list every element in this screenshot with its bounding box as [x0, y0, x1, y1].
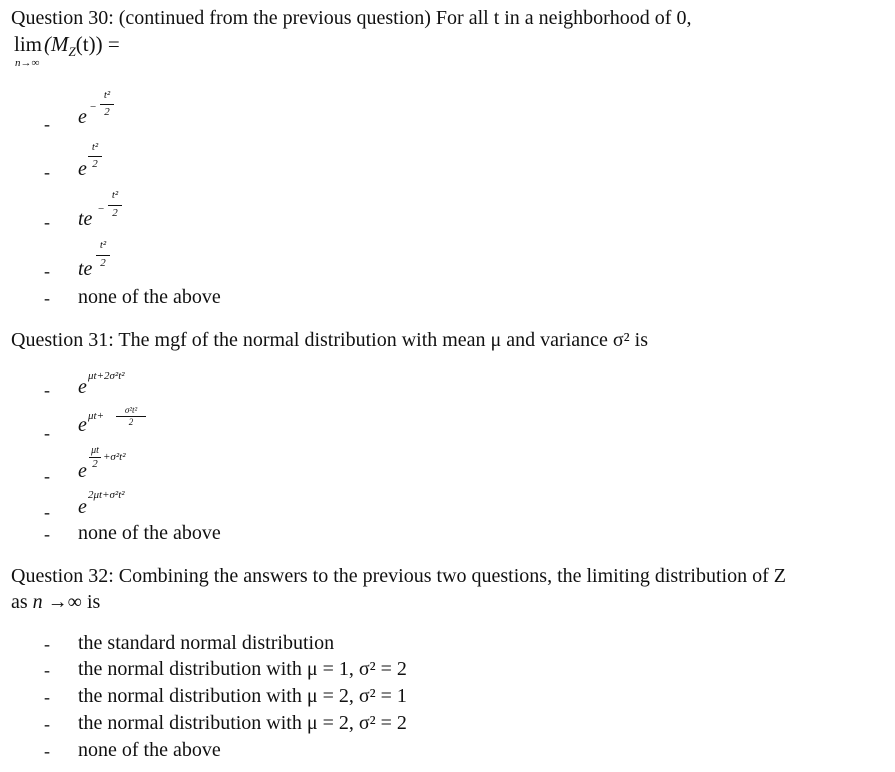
q31-option-4[interactable] — [78, 488, 198, 518]
q32-n: n — [32, 591, 43, 613]
q32-option-3[interactable]: the normal distribution with μ = 2, σ² = 1 — [78, 685, 407, 707]
q31-option-2[interactable] — [78, 404, 198, 438]
option-base: e — [78, 460, 87, 482]
exp-numerator: t² — [111, 189, 119, 201]
bullet-dash: - — [44, 261, 50, 281]
bullet-dash: - — [44, 380, 50, 400]
lim-word: lim — [14, 32, 43, 56]
option-base: te — [78, 258, 93, 280]
option-base: e — [78, 496, 87, 518]
q32-option-1[interactable]: the standard normal distribution — [78, 632, 335, 654]
lim-arg: (t)) = — [75, 32, 120, 56]
bullet-dash: - — [44, 687, 50, 707]
bullet-dash: - — [44, 502, 50, 522]
fraction-bar — [100, 104, 114, 105]
bullet-dash: - — [44, 212, 50, 232]
q32-option-4[interactable]: the normal distribution with μ = 2, σ² = 2 — [78, 712, 407, 734]
neg-sign: − — [98, 203, 105, 215]
lim-subscript: n→∞ — [15, 57, 40, 69]
q32-as: as — [11, 591, 33, 613]
q30-option-4[interactable] — [78, 236, 158, 280]
q32-is: is — [81, 591, 101, 613]
fraction-bar — [88, 156, 102, 157]
q30-option-1[interactable] — [78, 86, 158, 130]
fraction-bar — [96, 255, 110, 256]
exp-denominator: 2 — [100, 257, 106, 269]
bullet-dash: - — [44, 114, 50, 134]
bullet-dash: - — [44, 660, 50, 680]
q30-option-2[interactable] — [78, 138, 158, 182]
exp-denominator: 2 — [92, 158, 98, 170]
option-base: e — [78, 106, 87, 128]
bullet-dash: - — [44, 741, 50, 761]
question-30-text: Question 30: (continued from the previous question) For all t in a neighborhood of 0, — [11, 7, 692, 29]
exp-numerator: t² — [91, 141, 99, 153]
q30-option-3[interactable] — [78, 186, 158, 230]
q32-option-5[interactable]: none of the above — [78, 739, 221, 761]
exponent: μt+2σ²t² — [88, 370, 125, 382]
exp-denominator: 2 — [128, 417, 134, 427]
bullet-dash: - — [44, 423, 50, 443]
q32-option-2[interactable]: the normal distribution with μ = 1, σ² = 2 — [78, 658, 407, 680]
q32-arrow: →∞ — [42, 591, 82, 613]
bullet-dash: - — [44, 524, 50, 544]
exp-numerator: μt — [91, 445, 99, 456]
option-base: e — [78, 376, 87, 398]
exp-denominator: 2 — [104, 106, 110, 118]
limit-expression — [14, 32, 120, 60]
exponent-part: +σ²t² — [103, 451, 126, 463]
exp-numerator: t² — [103, 89, 111, 101]
exp-denominator: 2 — [92, 458, 98, 470]
q31-option-3[interactable] — [78, 442, 198, 482]
lim-mgf: (M — [44, 32, 69, 56]
option-base: e — [78, 414, 87, 436]
exponent: 2μt+σ²t² — [88, 489, 125, 501]
question-32-text-line1: Question 32: Combining the answers to the previous two questions, the limiting distribution of Z — [11, 565, 786, 587]
fraction-bar — [108, 205, 122, 206]
question-31-text: Question 31: The mgf of the normal distribution with mean μ and variance σ² is — [11, 329, 649, 351]
bullet-dash: - — [44, 162, 50, 182]
exp-numerator: t² — [99, 239, 107, 251]
question-32-text-line2 — [11, 590, 100, 614]
option-base: te — [78, 208, 93, 230]
exponent-part: μt+ — [88, 410, 105, 422]
exp-numerator: σ²t² — [124, 405, 138, 415]
lim-mgf-subscript: Z — [68, 44, 76, 60]
bullet-dash: - — [44, 466, 50, 486]
q31-option-1[interactable] — [78, 368, 198, 398]
option-base: e — [78, 158, 87, 180]
exp-denominator: 2 — [112, 207, 118, 219]
bullet-dash: - — [44, 634, 50, 654]
neg-sign: − — [90, 101, 97, 113]
bullet-dash: - — [44, 288, 50, 308]
bullet-dash: - — [44, 714, 50, 734]
q31-option-5[interactable]: none of the above — [78, 522, 221, 544]
q30-option-5[interactable]: none of the above — [78, 286, 221, 308]
